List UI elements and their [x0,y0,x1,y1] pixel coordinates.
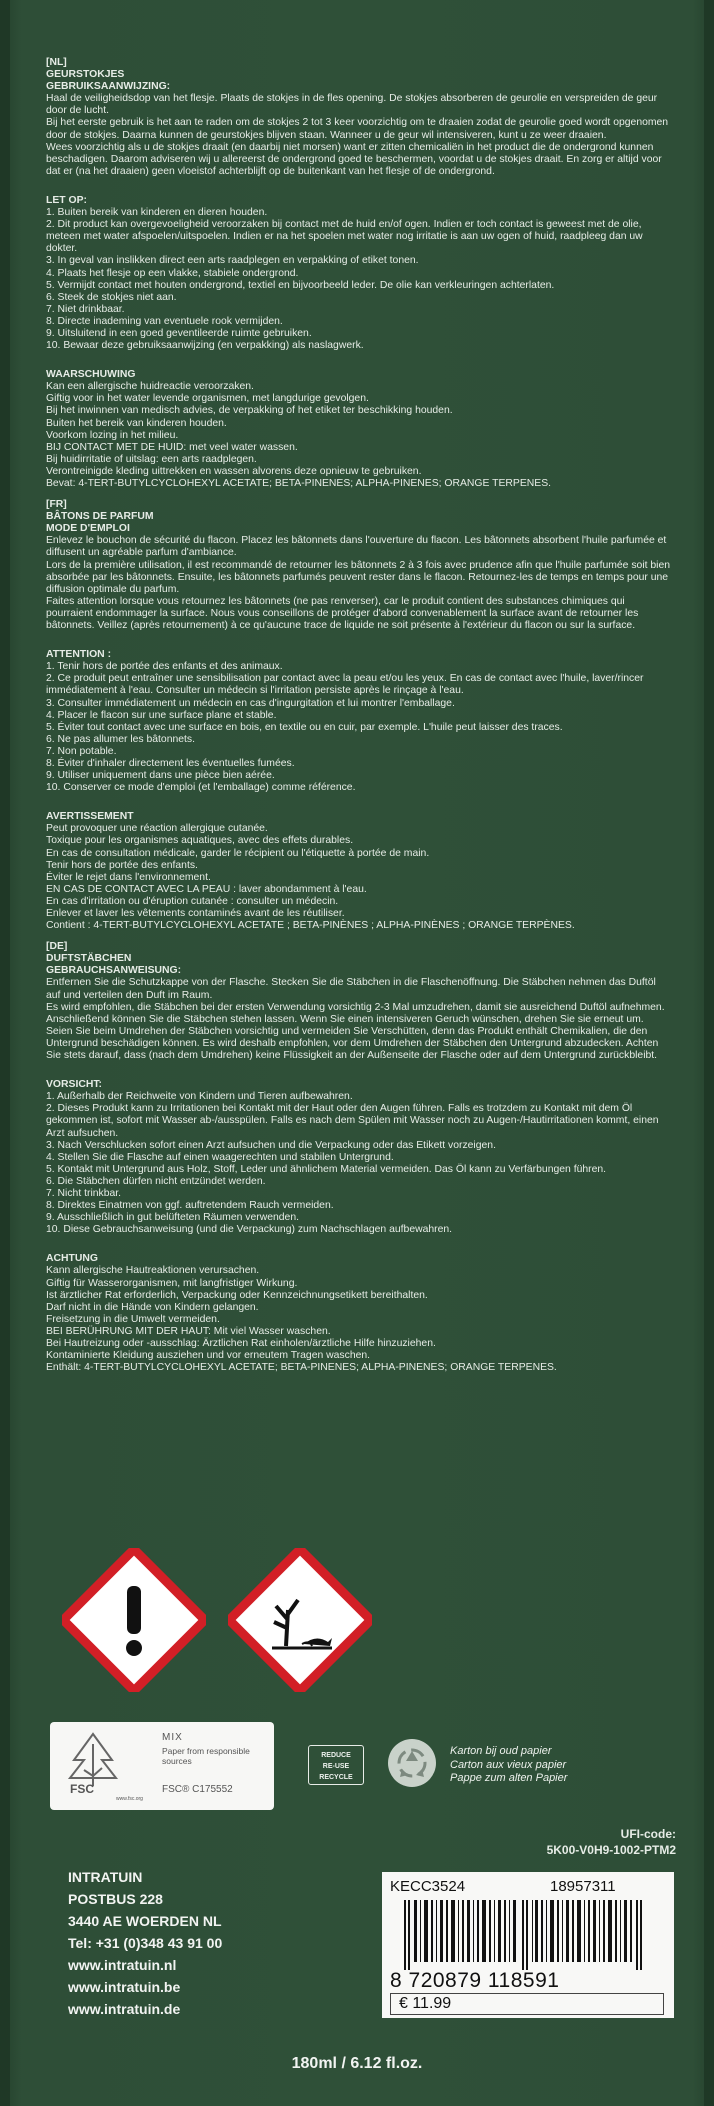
nl-warning-item: Kan een allergische huidreactie veroorzaken. [46,381,254,393]
de-attention-item: 1. Außerhalb der Reichweite von Kindern und Tieren aufbewahren. [46,1091,353,1103]
nl-lang: [NL] [46,57,67,68]
de-warning-item: Ist ärztlicher Rat erforderlich, Verpackung oder Kennzeichnungsetikett bereithalten. [46,1289,428,1301]
de-intro-2: Es wird empfohlen, die Stäbchen bei der ersten Verwendung vorsichtig 2-3 Mal umzudrehen, damit sie ausreichend Duftöl aufnehmen. Anschließend können Sie die Stäbchen stehen lassen. Wenn Sie einen intensiveren Geruch wünschen, drehen Sie sie erneut um. [46,1001,665,1025]
nl-intro-1: Haal de veiligheidsdop van het flesje. Plaats de stokjes in de fles opening. De stokjes absorberen de geurolie en verspreiden de geur door de lucht. [46,93,658,117]
fr-attention-item: 10. Conserver ce mode d'emploi (et l'emballage) comme référence. [46,782,356,794]
website: www.intratuin.nl [68,1957,177,1973]
fr-warning-item: Éviter le rejet dans l'environnement. [46,871,211,883]
price: € 11.99 [390,1993,664,2015]
volume: 180ml / 6.12 fl.oz. [291,2055,423,2072]
nl-warning-title: WAARSCHUWING [46,369,136,381]
de-warning-item: Kontaminierte Kleidung ausziehen und vor erneutem Tragen waschen. [46,1350,371,1362]
instructions-text [46,57,672,1383]
environment-hazard-icon [228,1548,372,1692]
exclamation-hazard-icon [62,1548,206,1692]
fr-attention-item: 3. Consulter immédiatement un médecin en cas d'ingurgitation et lui montrer l'emballage. [46,697,455,709]
recycle-line: Carton aux vieux papier [450,1758,567,1771]
fr-attention [46,649,672,794]
ufi-code: 5K00-V0H9-1002-PTM2 [546,1843,676,1857]
fr-warning-item: En cas d'irritation ou d'éruption cutanée : consulter un médecin. [46,895,339,907]
de-attention-item: 2. Dieses Produkt kann zu Irritationen bei Kontakt mit der Haut oder den Augen führen. Falls es trotzdem zu Kontakt mit dem Öl gekommen ist, sofort mit Wasser ab-/ausspülen. Falls es nach dem Spülen mit Wasser noch zu Augen-/Hautirritationen kommt, einen Arzt aufsuchen. [46,1103,659,1139]
fr-attention-item: 5. Éviter tout contact avec une surface en bois, en textile ou en cuir, par exemple. L'huile peut laisser des traces. [46,721,563,733]
recycle-info [308,1735,648,1795]
nl-warning-item: Giftig voor in het water levende organismen, met langdurige gevolgen. [46,393,369,405]
fsc-mix: MIX [162,1732,183,1743]
fr-warning [46,811,672,932]
nl-attention-item: 7. Niet drinkbaar. [46,303,125,315]
recycle-line: Pappe zum alten Papier [450,1772,568,1784]
barcode-label [382,1872,674,2018]
nl-subtitle: GEBRUIKSAANWIJZING: [46,81,171,93]
de-attention-item: 5. Kontakt mit Untergrund aus Holz, Stoff, Leder und ähnlichem Material vermeiden. Das Öl kann zu Verfärbungen führen. [46,1163,607,1175]
fr-attention-item: 2. Ce produit peut entraîner une sensibilisation par contact avec la peau et/ou les yeux. En cas de contact avec l'huile, laver/rincer immédiatement à l'eau. Consulter un médecin si l'irritation persiste après le rinçage à l'eau. [46,673,644,697]
fr-warning-item: Contient : 4-TERT-BUTYLCYCLOHEXYL ACETATE ; BETA-PINÈNES ; ALPHA-PINÈNES ; ORANGE TERPÈNES. [46,920,575,932]
fr-intro-3: Faites attention lorsque vous retournez les bâtonnets (ne pas renverser), car le produit contient des substances chimiques qui pourraient endommager la surface. Nous vous conseillons de protéger d'abord convenablement la surface avant de retourner les bâtonnets. Veillez (après retournement) à ce qu'aucune trace de liquide ne soit présente à l'extérieur du flacon ou sur la surface. [46,595,639,632]
nl-section [46,57,672,178]
de-attention-item: 10. Diese Gebrauchsanweisung (und die Verpackung) zum Nachschlagen aufbewahren. [46,1224,453,1236]
article-code: KECC3524 [390,1878,466,1895]
fsc-url: www.fsc.org [116,1796,143,1802]
nl-warning-item: Bij huidirritatie of uitslag: een arts raadplegen. [46,453,257,465]
nl-attention-title: LET OP: [46,194,87,206]
fsc-source: Paper from responsible sources [162,1746,250,1766]
fr-attention-item: 1. Tenir hors de portée des enfants et des animaux. [46,661,283,673]
fr-warning-item: Peut provoquer une réaction allergique cutanée. [46,823,268,835]
nl-attention [46,195,672,352]
nl-warning-item: BIJ CONTACT MET DE HUID: met veel water wassen. [46,441,298,453]
de-intro-3: Seien Sie beim Umdrehen der Stäbchen vorsichtig und vermeiden Sie Verschütten, denn das Produkt enthält Chemikalien, die den Untergrund beschädigen können. Es wird deshalb empfohlen, vor dem Umdrehen der Stäbchen den Untergrund abzudecken. Achten Sie stets darauf, dass (nach dem Umdrehen) keine Flüssigkeit an der Außenseite der Flasche oder auf dem Untergrund zurückbleibt. [46,1025,659,1062]
fr-attention-item: 9. Utiliser uniquement dans une pièce bien aérée. [46,770,275,782]
de-warning-item: Freisetzung in die Umwelt vermeiden. [46,1313,220,1325]
fr-attention-item: 7. Non potable. [46,745,117,757]
fsc-label [50,1722,274,1810]
fr-attention-item: 4. Placer le flacon sur une surface plane et stable. [46,709,277,721]
nl-warning [46,369,672,490]
nl-attention-item: 8. Directe inademing van eventuele rook vermijden. [46,315,283,327]
de-warning [46,1253,672,1374]
nl-attention-item: 1. Buiten bereik van kinderen en dieren houden. [46,207,268,219]
de-title: DUFTSTÄBCHEN [46,953,132,965]
nl-attention-item: 9. Uitsluitend in een goed geventileerde ruimte gebruiken. [46,327,312,339]
ean-number: 8 720879 118591 [390,1969,560,1992]
nl-attention-item: 6. Steek de stokjes niet aan. [46,291,177,303]
nl-attention-item: 10. Bewaar deze gebruiksaanwijzing (en verpakking) als naslagwerk. [46,340,364,352]
de-subtitle: GEBRAUCHSANWEISUNG: [46,965,182,977]
fr-warning-item: En cas de consultation médicale, garder le récipient ou l'étiquette à portée de main. [46,847,430,859]
address-line: POSTBUS 228 [68,1891,163,1907]
recycle-icon [388,1739,436,1787]
nl-attention-item: 4. Plaats het flesje op een vlakke, stabiele ondergrond. [46,267,299,279]
fr-warning-item: Tenir hors de portée des enfants. [46,859,198,871]
nl-title: GEURSTOKJES [46,69,125,81]
de-warning-item: Bei Hautreizung oder -ausschlag: Ärztlichen Rat einholen/ärztliche Hilfe hinzuziehen. [46,1338,436,1349]
fr-warning-title: AVERTISSEMENT [46,811,134,823]
ufi-block [547,1826,676,1858]
fr-attention-item: 6. Ne pas allumer les bâtonnets. [46,733,196,745]
fr-warning-item: Enlever et laver les vêtements contaminés avant de les réutiliser. [46,908,345,919]
badge-line: RE-USE [322,1763,350,1770]
address-block [68,1866,222,2020]
reduce-reuse-recycle-badge [308,1745,364,1785]
fr-intro-1: Enlevez le bouchon de sécurité du flacon. Placez les bâtonnets dans l'ouverture du flacon. Les bâtonnets absorbent l'huile parfumée et diffusent un agréable parfum d'ambiance. [46,535,667,559]
de-attention-item: 7. Nicht trinkbar. [46,1187,122,1199]
fr-intro-2: Lors de la première utilisation, il est recommandé de retourner les bâtonnets 2 à 3 fois avec prudence afin que l'huile parfumée soit bien absorbée par les bâtonnets. Ensuite, les bâtonnets parfumés peuvent rester dans le flacon. Retournez-les de temps en temps pour une diffusion optimale du parfum. [46,559,671,595]
fr-lang: [FR] [46,499,67,511]
recycle-text [450,1745,567,1786]
nl-attention-item: 5. Vermijdt contact met houten ondergrond, textiel en bijvoorbeeld leder. De olie kan verkleuringen achterlaten. [46,279,555,291]
de-lang: [DE] [46,941,68,953]
de-attention-item: 3. Nach Verschlucken sofort einen Arzt aufsuchen und die Verpackung oder das Etikett vorzeigen. [46,1139,496,1151]
phone: Tel: +31 (0)348 43 91 00 [68,1935,223,1951]
fr-section [46,499,672,632]
article-number: 18957311 [550,1878,616,1895]
badge-line: REDUCE [321,1752,351,1759]
website: www.intratuin.de [68,2001,181,2017]
badge-line: RECYCLE [319,1774,353,1781]
fr-warning-item: EN CAS DE CONTACT AVEC LA PEAU : laver abondamment à l'eau. [46,883,367,895]
fr-subtitle: MODE D'EMPLOI [46,523,130,535]
de-attention-item: 8. Direktes Einatmen von ggf. auftretendem Rauch vermeiden. [46,1200,334,1212]
de-warning-item: Kann allergische Hautreaktionen verursachen. [46,1265,260,1277]
fr-attention-title: ATTENTION : [46,649,112,661]
company-name: INTRATUIN [68,1869,143,1885]
address-line: 3440 AE WOERDEN NL [68,1913,222,1929]
de-warning-item: Darf nicht in die Hände von Kindern gelangen. [46,1301,259,1313]
fr-title: BÂTONS DE PARFUM [46,511,154,523]
de-attention [46,1079,672,1236]
nl-warning-item: Verontreinigde kleding uittrekken en wassen alvorens deze opnieuw te gebruiken. [46,465,422,477]
ufi-label: UFI-code: [620,1827,676,1841]
fr-warning-item: Toxique pour les organismes aquatiques, avec des effets durables. [46,835,354,847]
barcode-bars [404,1900,654,1970]
nl-intro-3: Wees voorzichtig als u de stokjes draait (en daarbij niet morsen) want er zitten chemicaliën in het product die de ondergrond kunnen beschadigen. Daarom adviseren wij u allereerst de ondergrond goed te beschermen, voordat u de stokjes draait. En zorg er altijd voor dat er (na het draaien) geen vloeistof achterblijft op de buitenkant van het flesje of de ondergrond. [46,141,662,177]
website: www.intratuin.be [68,1979,181,1995]
de-attention-item: 4. Stellen Sie die Flasche auf einen waagerechten und stabilen Untergrund. [46,1151,394,1163]
nl-warning-item: Buiten het bereik van kinderen houden. [46,417,227,429]
de-warning-item: BEI BERÜHRUNG MIT DER HAUT: Mit viel Wasser waschen. [46,1325,331,1337]
de-attention-title: VORSICHT: [46,1079,102,1091]
de-section [46,941,672,1062]
de-attention-item: 6. Die Stäbchen dürfen nicht entzündet werden. [46,1175,266,1187]
de-warning-title: ACHTUNG [46,1253,98,1265]
fsc-logo-text: FSC [70,1782,94,1796]
de-warning-item: Giftig für Wasserorganismen, mit langfristiger Wirkung. [46,1277,298,1289]
de-warning-item: Enthält: 4-TERT-BUTYLCYCLOHEXYL ACETATE; BETA-PINENES; ALPHA-PINENES; ORANGE TERPENES. [46,1362,557,1374]
nl-attention-item: 3. In geval van inslikken direct een arts raadplegen en verpakking of etiket tonen. [46,255,419,267]
de-attention-item: 9. Ausschließlich in gut belüfteten Räumen verwenden. [46,1212,299,1224]
nl-warning-item: Bevat: 4-TERT-BUTYLCYCLOHEXYL ACETATE; BETA-PINENES; ALPHA-PINENES; ORANGE TERPENES. [46,478,552,489]
nl-attention-item: 2. Dit product kan overgevoeligheid veroorzaken bij contact met de huid en/of ogen. Indien er toch contact is geweest met de olie, meteen met water afspoelen/uitspoelen. Indien er na het spoelen met water nog irritatie is aan uw ogen of huid, raadpleeg dan uw dokter. [46,219,643,255]
fr-attention-item: 8. Éviter d'inhaler directement les éventuelles fumées. [46,757,295,769]
right-fold-edge [704,0,714,2106]
fsc-code: FSC® C175552 [162,1784,233,1795]
de-intro-1: Entfernen Sie die Schutzkappe von der Flasche. Stecken Sie die Stäbchen in die Flaschenöffnung. Die Stäbchen nehmen das Duftöl auf und verteilen den Duft im Raum. [46,977,656,1001]
nl-warning-item: Bij het inwinnen van medisch advies, de verpakking of het etiket ter beschikking houden. [46,405,453,417]
left-fold-edge [0,0,10,2106]
recycle-line: Karton bij oud papier [450,1745,552,1757]
nl-warning-item: Voorkom lozing in het milieu. [46,429,179,441]
nl-intro-2: Bij het eerste gebruik is het aan te raden om de stokjes 2 tot 3 keer voorzichtig om te draaien zodat de geurolie goed wordt opgenomen door de stokjes. Daarna kunnen de geurstokjes blijven staan. Wanneer u de geur wil intensiveren, kunt u ze weer draaien. [46,117,669,141]
